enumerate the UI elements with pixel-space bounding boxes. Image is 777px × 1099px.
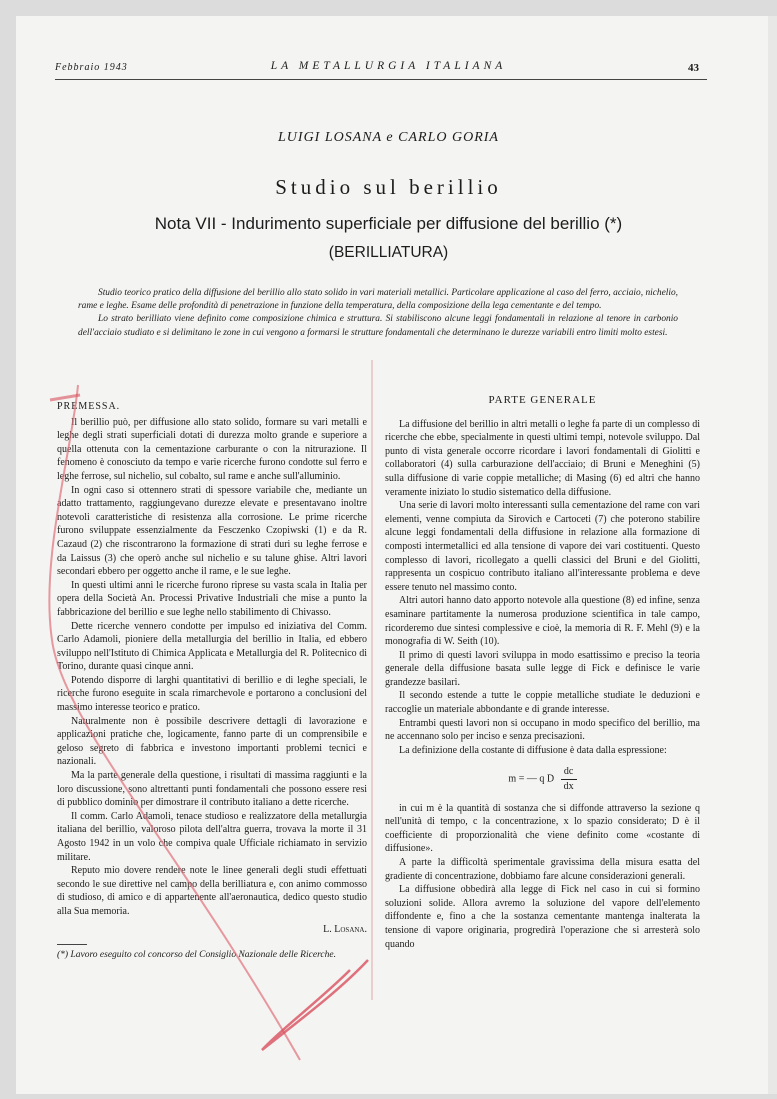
section-heading-premessa: PREMESSA. [57,401,121,412]
header-journal: LA METALLURGIA ITALIANA [270,60,507,72]
paragraph: Altri autori hanno dato apporto notevole alla questione (8) ed infine, senza esaminare partitamente la numerosa produzione scientifica in tale campo, ricorderemo due sintesi complessive e cioè, la memoria di R. F. Mehl (9) e la monografia di W. Seith (10). [385,595,700,648]
paragraph: Naturalmente non è possibile descrivere dettagli di lavorazione e applicazioni pratiche che, logicamente, fanno parte di un comprensibile e geloso segreto di fabbrica e investono importanti problemi tecnici e nazionali. [57,715,367,768]
formula-fraction [561,765,577,793]
formula-lhs: m = — q D [508,773,555,785]
paragraph: Dette ricerche vennero condotte per impulso ed iniziativa del Comm. Carlo Adamoli, pioniere della metallurgia del berillio in Italia, ed ebbero sviluppo nell'Istituto di Chimica Applicata e Metallurgia del R. Politecnico di Torino, durante quasi cinque anni. [57,620,367,673]
paragraph: Il berillio può, per diffusione allo stato solido, formare su vari metalli e leghe degli strati superficiali dotati di durezza molto grande e superiore a quella ottenuta con la cementazione carburante o con la nitrurazione. Il fenomeno è conosciuto da tempo e varie ricerche furono condotte sul ferro e leghe ferrose, sul nichelio, sul cobalto, sul rame e anche sull'alluminio. [57,416,367,482]
abstract [78,287,678,340]
article-title: Studio sul berillio [275,175,502,199]
paragraph: Una serie di lavori molto interessanti sulla cementazione del rame con vari elementi, venne compiuta da Sirovich e Cartoceti (7) che poterono stabilire alcune leggi fondamentali della diffusione in relazione alla formazione di composti intermetallici ed alla tensione di vapore dei vari costituenti. Questo complesso di lavori, ricollegato a quelli classici del Bruni e del Giolitti, rappresenta un cospicuo contributo italiano all'interessante problema e deve essere tenuto nel massimo conto. [385,500,700,593]
paragraph: In questi ultimi anni le ricerche furono riprese su vasta scala in Italia per opera della Società An. Processi Privative Industriali che mise a punto la fabbricazione del berillio e sue leghe nello stabilimento di Chivasso. [57,579,367,618]
formula-numerator: dc [561,765,577,780]
paragraph: Il secondo estende a tutte le coppie metalliche studiate le deduzioni e raccoglie un materiale abbondante e di grande interesse. [385,690,700,716]
paragraph: in cui m è la quantità di sostanza che si diffonde attraverso la sezione q nell'unità di tempo, c la concentrazione, x lo spazio considerato; D è il coefficiente di proporzionalità che viene definito come «costante di diffusione». [385,802,700,855]
diffusion-formula [385,765,700,793]
paragraph: La diffusione obbedirà alla legge di Fick nel caso in cui si formino soluzioni solide. Allora avremo la soluzione del vapore dell'elemento diffondente e, fino a che la sostanza cementante mantenga inalterata la tensione di vapore originaria, progredirà l'operazione che si arresterà solo quando [385,884,700,950]
paragraph: In ogni caso si ottennero strati di spessore variabile che, mediante un adatto trattamento, raggiungevano durezze elevate e presentavano inoltre notevoli caratteristiche di resistenza alla corrosione. Le prime ricerche furono sviluppate essenzialmente da Fesczenko Czopiwski (1) e da R. Cazaud (2) che riscontrarono la formazione di strati duri su leghe ferrose e da Laissus (3) che operò anche sul nichelio e su talune ghise. Altri lavori secondari ebbero per oggetto anche il rame, e le sue leghe. [57,484,367,578]
paragraph: Il primo di questi lavori sviluppa in modo esattissimo e preciso la teoria generale della diffusione basata sulle legge di Fick e definisce le varie grandezze basilari. [385,649,700,688]
header-rule [55,79,707,80]
footnote-rule [57,944,87,945]
article-subtitle: Nota VII - Indurimento superficiale per diffusione del berillio (*) [154,214,623,233]
footnote: (*) Lavoro eseguito col concorso del Consiglio Nazionale delle Ricerche. [57,950,336,961]
abstract-paragraph: Lo strato berilliato viene definito come composizione chimica e struttura. Si stabiliscono alcune leggi fondamentali in relazione al tenore in carbonio dell'acciaio studiato e si delimitano le zone in cui vengono a formarsi le strutture fondamentali che determinano le durezze variabili entro limiti molto estesi. [78,314,678,338]
paragraph: Il comm. Carlo Adamoli, tenace studioso e realizzatore della metallurgia italiana del berillio, valoroso pilota dell'altra guerra, trovava la morte il 31 Agosto 1942 in un volo che compiva quale Ufficiale richiamato in servizio militare. [57,810,367,863]
section-heading-parte-generale: PARTE GENERALE [488,394,597,406]
right-column [385,394,700,951]
paragraph: Reputo mio dovere rendere note le linee generali degli studi effettuati secondo le sue direttive nel campo della berilliatura e, con animo commosso di studioso, di amico e di appartenente all'aeronautica, dedico questo studio alla Sua memoria. [57,865,367,917]
paragraph: Ma la parte generale della questione, i risultati di massima raggiunti e la loro discussione, sono altrettanti punti fondamentali che possono essere resi di pubblico dominio per dimostrare il contributo italiano a dette ricerche. [57,770,367,809]
authors: LUIGI LOSANA e CARLO GORIA [278,130,499,145]
paragraph: La diffusione del berillio in altri metalli o leghe fa parte di un complesso di ricerche che ebbe, specialmente in questi ultimi tempi, notevole sviluppo. Dal punto di vista generale occorre ricordare i lavori fondamentali di Giolitti e collaboratori (4) sulla carburazione dell'acciaio; di Bruni e Meneghini (5) sulla diffusione di varie coppie metalliche; di Masing (6) ed altri che hanno veramente iniziato lo studio sistematico della diffusione. [385,418,700,498]
header-date: Febbraio 1943 [55,62,128,73]
left-column [57,400,367,961]
abstract-paragraph: Studio teorico pratico della diffusione del berillio allo stato solido in vari materiali metallici. Particolare applicazione al caso del ferro, acciaio, nichelio, rame e leghe. Esame delle profondità di penetrazione in funzione della temperatura, della composizione della lega cementante e del tempo. [78,288,678,312]
paragraph: Potendo disporre di larghi quantitativi di berillio e di leghe speciali, le ricerche furono eseguite in scala rimarchevole e portarono a conclusioni del massimo interesse teorico e pratico. [57,674,367,714]
formula-denominator: dx [563,781,574,793]
header-page-number: 43 [688,62,699,74]
paragraph: A parte la difficoltà sperimentale gravissima della misura esatta del gradiente di concentrazione, dobbiamo fare alcune considerazioni generali. [385,857,700,882]
paragraph: Entrambi questi lavori non si occupano in modo specifico del berillio, ma ne accennano solo per inciso e senza precisazioni. [385,717,700,743]
signature: L. Losana. [323,923,367,935]
paragraph: La definizione della costante di diffusione è data dalla espressione: [399,744,667,756]
article-subtitle-2: (BERILLIATURA) [328,244,449,261]
